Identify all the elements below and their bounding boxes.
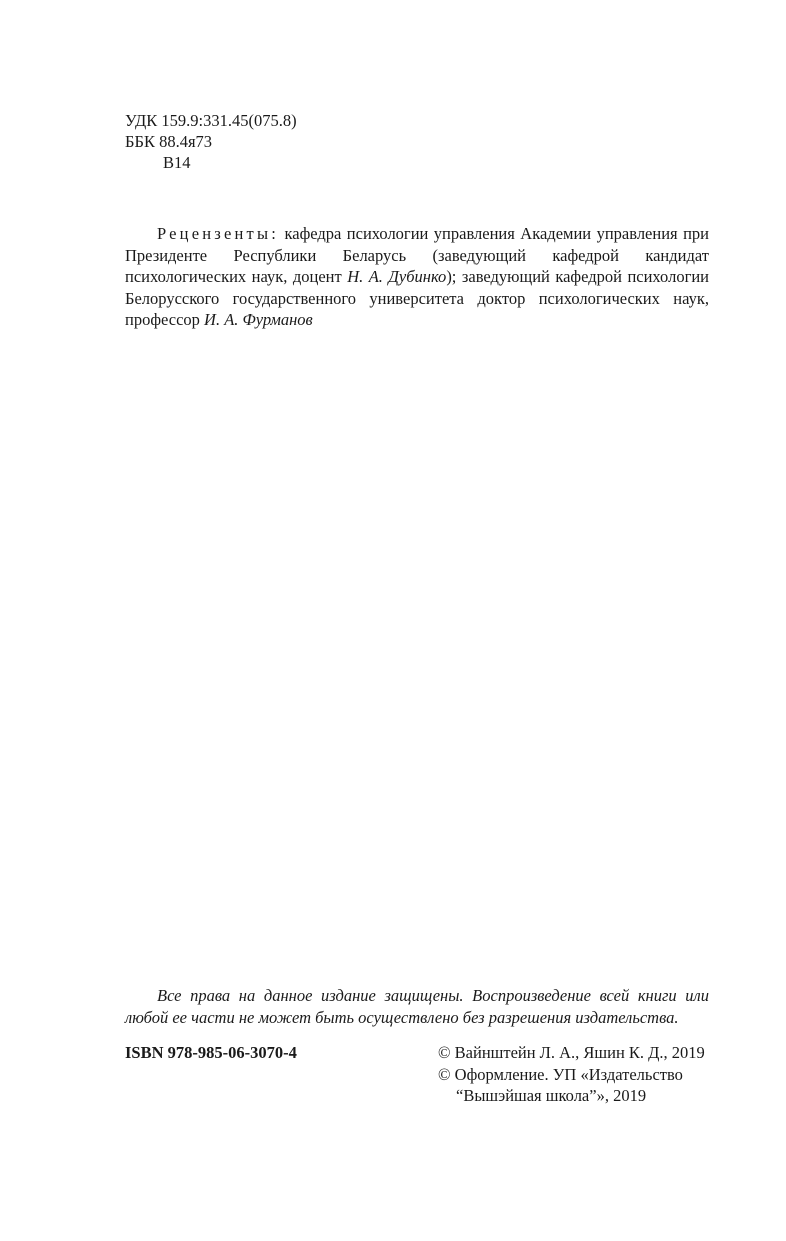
catalog-codes — [125, 110, 297, 173]
bbk-code: ББК 88.4я73 — [125, 132, 213, 151]
copyright-block — [438, 1042, 710, 1107]
copyright-publisher: “Вышэйшая школа”», 2019 — [456, 1086, 647, 1105]
reviewers-text-2: ); заведующий кафедрой психологии Белорусского государственного университета доктор психологических наук, профессор — [125, 267, 709, 329]
udk-code: УДК 159.9:331.45(075.8) — [125, 111, 297, 130]
author-code: В14 — [163, 153, 191, 172]
reviewers-text-1: кафедра психологии управления Академии управления при Президенте Республики Беларусь (заведующий кафедрой кандидат психологических наук, доцент — [125, 224, 709, 286]
reviewer-name-1: Н. А. Дубинко — [347, 267, 447, 286]
reviewers-paragraph — [125, 223, 709, 331]
rights-notice: Все права на данное издание защищены. Воспроизведение всей книги или любой ее части не может быть осуществлено без разрешения издательства. — [125, 986, 709, 1027]
isbn: ISBN 978-985-06-3070-4 — [125, 1043, 297, 1062]
copyright-authors: © Вайнштейн Л. А., Яшин К. Д., 2019 — [438, 1043, 705, 1062]
reviewer-name-2: И. А. Фурманов — [204, 310, 313, 329]
reviewers-label: Рецензенты: — [157, 224, 280, 243]
copyright-design: © Оформление. УП «Издательство — [438, 1064, 683, 1084]
